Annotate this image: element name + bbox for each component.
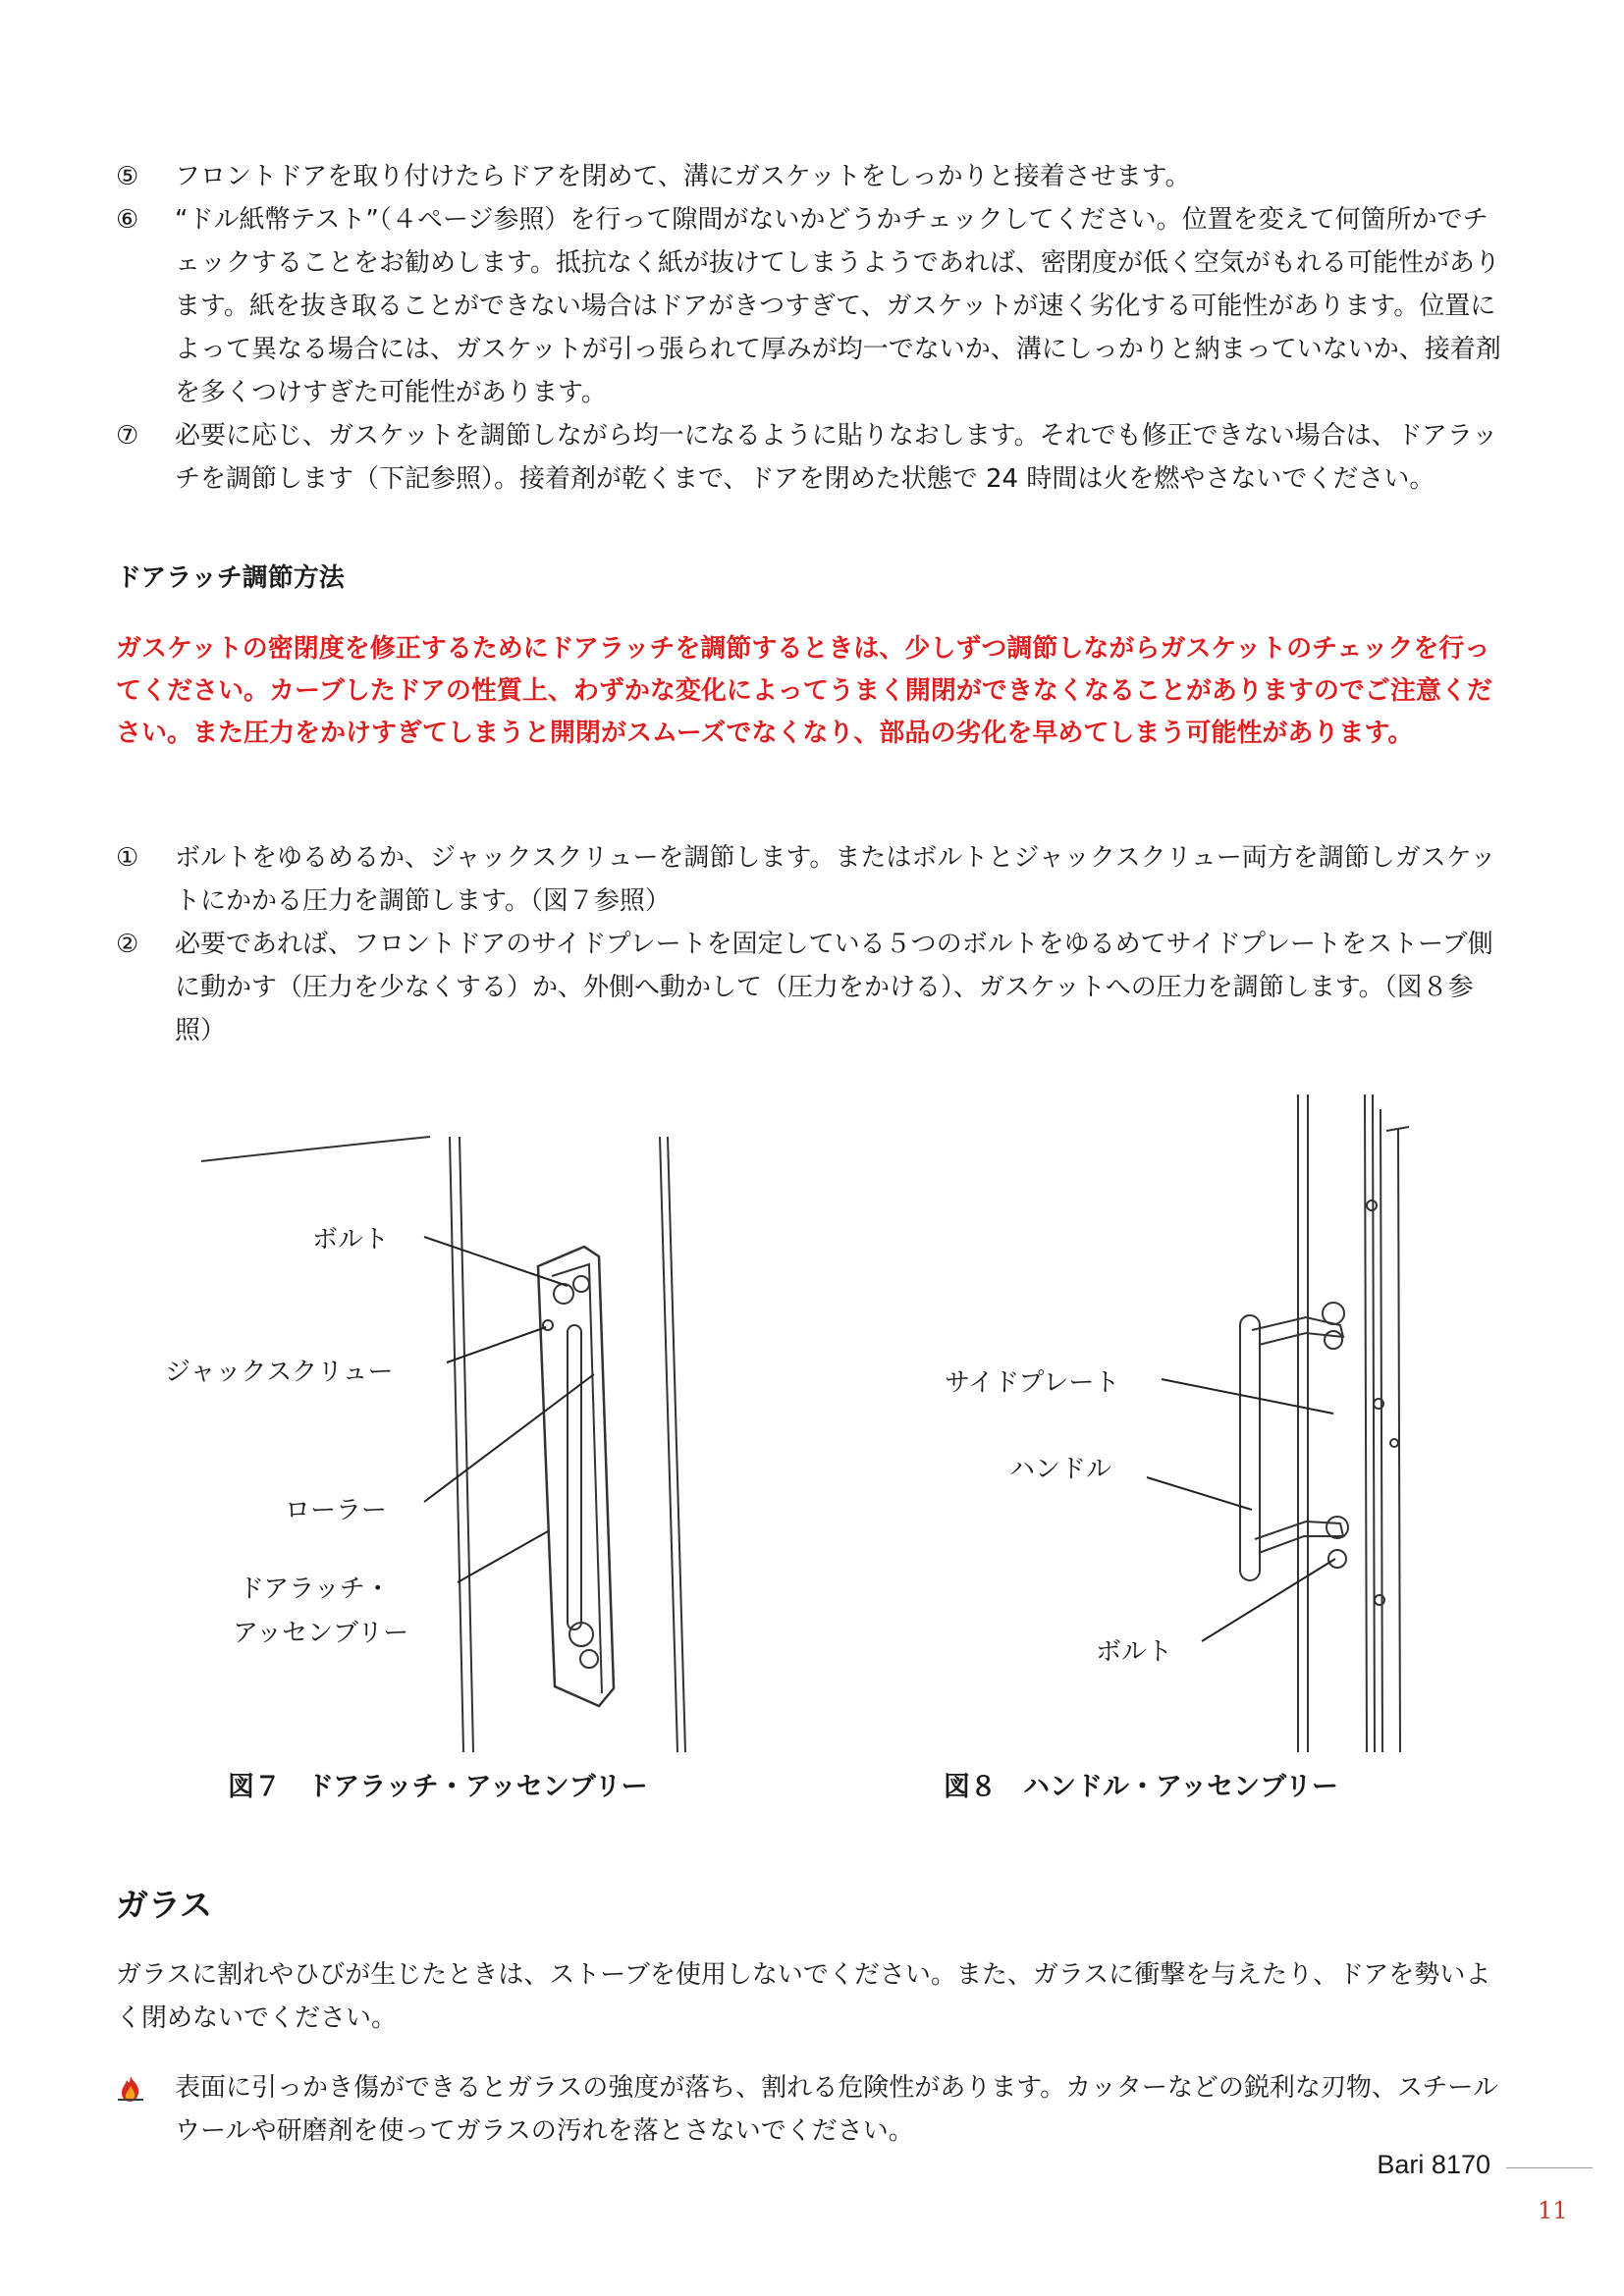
step-number: ⑦: [116, 421, 139, 451]
glass-body: ガラスに割れやひびが生じたときは、ストーブを使用しないでください。また、ガラスに衝撃を与えたり、ドアを勢いよく閉めないでください。: [116, 1960, 1491, 2033]
door-edge-curve: [201, 1137, 430, 1161]
step-text: フロントドアを取り付けたらドアを閉めて、溝にガスケットをしっかりと接着させます。: [175, 162, 1191, 191]
step-item: [116, 198, 1510, 414]
step-text: “ドル紙幣テスト”（４ページ参照）を行って隙間がないかどうかチェックしてください。位置を変えて何箇所かでチェックすることをお勧めします。抵抗なく紙が抜けてしまうようであれば、密閉度が低く空気がもれる可能性があります。紙を抜き取ることができない場合はドアがきつすぎて、ガスケットが速く劣化する可能性があります。位置によって異なる場合には、ガスケットが引っ張られて厚みが均一でないか、溝にしっかりと納まっていないか、接着剤を多くつけすぎた可能性があります。: [175, 205, 1501, 407]
step-item: [116, 836, 1510, 923]
figure7-label-latch-line2: アッセンブリー: [233, 1619, 409, 1648]
step-text: ボルトをゆるめるか、ジャックスクリューを調節します。またはボルトとジャックスクリュー両方を調節しガスケットにかかる圧力を調節します。（図７参照）: [175, 843, 1496, 916]
footer-divider: [1506, 2167, 1593, 2168]
step-item: [116, 414, 1510, 501]
model-label: Bari 8170: [1377, 2150, 1490, 2179]
step-number: ②: [116, 930, 139, 959]
figure7-label-latch-line1: ドアラッチ・: [239, 1575, 391, 1604]
glass-warning-text: 表面に引っかき傷ができるとガラスの強度が落ち、割れる危険性があります。カッターなどの鋭利な刃物、スチールウールや研磨剤を使ってガラスの汚れを落とさないでください。: [175, 2073, 1498, 2146]
figure7-label-bolt: ボルト: [312, 1225, 390, 1255]
page-number: 11: [1538, 2197, 1568, 2224]
figure8-label-handle: ハンドル: [1009, 1455, 1112, 1484]
glass-title: ガラス: [116, 1886, 213, 1924]
glass-warning: [116, 2066, 1510, 2153]
step-number: ①: [116, 843, 139, 873]
warning-text: ガスケットの密閉度を修正するためにドアラッチを調節するときは、少しずつ調節しながらガスケットのチェックを行ってください。カーブしたドアの性質上、わずかな変化によってうまく開閉ができなくなることがありますのでご注意ください。また圧力をかけすぎてしまうと開閉がスムーズでなくなり、部品の劣化を早めてしまう可能性があります。: [116, 634, 1492, 748]
step-item: [116, 923, 1510, 1052]
figure7-label-roller: ローラー: [285, 1496, 388, 1525]
step-number: ⑤: [116, 162, 139, 191]
figure7-label-jackscrew: ジャックスクリュー: [165, 1358, 394, 1387]
step-list-latch: [116, 836, 1510, 1052]
step-text: 必要に応じ、ガスケットを調節しながら均一になるように貼りなおします。それでも修正できない場合は、ドアラッチを調節します（下記参照）。接着剤が乾くまで、ドアを閉めた状態で 24 時間は火を燃やさないでください。: [175, 421, 1498, 494]
step-text: 必要であれば、フロントドアのサイドプレートを固定している５つのボルトをゆるめてサイドプレートをストーブ側に動かす（圧力を少なくする）か、外側へ動かして（圧力をかける）、ガスケットへの圧力を調節します。（図８参照）: [175, 930, 1493, 1045]
figure7-drawing: [0, 1119, 805, 1757]
figure8-label-bolt: ボルト: [1096, 1637, 1173, 1667]
flame-icon: [116, 2074, 145, 2104]
step-number: ⑥: [116, 205, 139, 235]
section-title: ドアラッチ調節方法: [116, 563, 345, 593]
step-item: [116, 155, 1510, 198]
figure7-caption: 図７ ドアラッチ・アッセンブリー: [228, 1772, 648, 1802]
figure8-caption: 図８ ハンドル・アッセンブリー: [944, 1772, 1339, 1802]
step-list-top: [116, 155, 1510, 501]
figure8-label-side-plate: サイドプレート: [945, 1368, 1120, 1398]
